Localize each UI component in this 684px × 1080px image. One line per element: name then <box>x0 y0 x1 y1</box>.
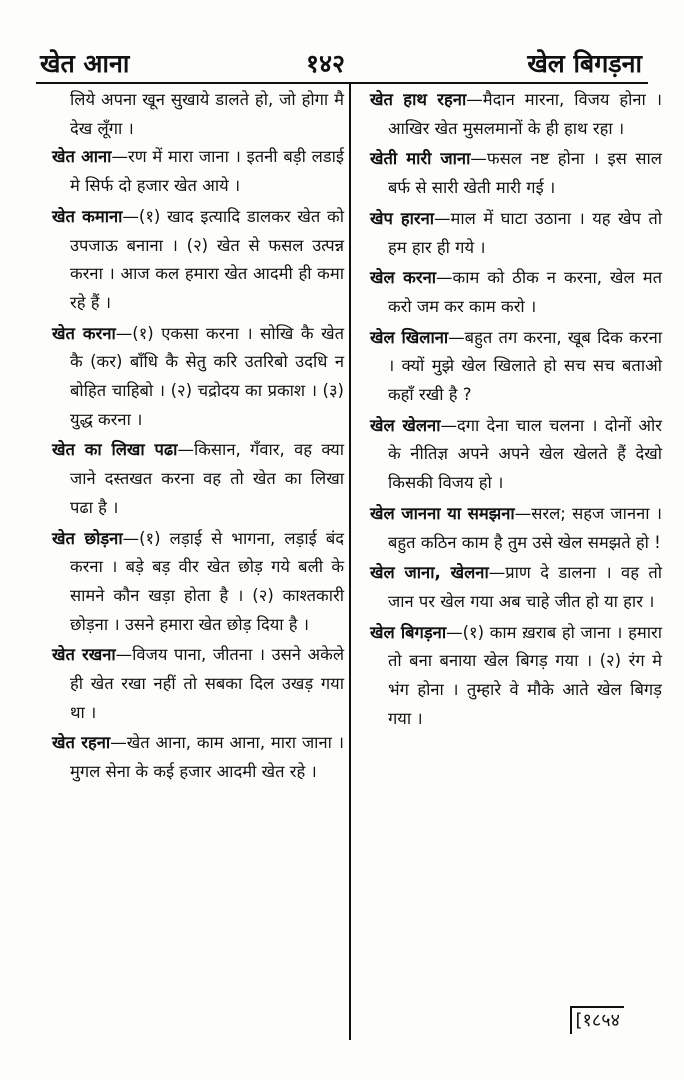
entry-definition: —फसल नष्ट होना । इस साल बर्फ से सारी खेती मारी गई । <box>388 149 662 198</box>
dictionary-entry <box>370 324 662 410</box>
entry-definition: —किसान, गँवार, वह क्या जाने दस्तखत करना वह तो खेत का लिखा पढा है । <box>70 440 344 517</box>
entry-definition: —रण में मारा जाना । इतनी बड़ी लडाई मे सिर्फ दो हजार खेत आये । <box>70 147 344 196</box>
entry-headword: खेत का लिखा पढा <box>52 440 178 460</box>
page-number: १४२ <box>306 49 346 78</box>
dictionary-entry <box>370 559 662 616</box>
entry-headword: खेल खिलाना <box>370 327 449 347</box>
entry-definition: —(१) खाद इत्यादि डालकर खेत को उपजाऊ बनाना । (२) खेत से फसल उत्पन्न करना । आज कल हमारा खेत आदमी ही कमा रहे हैं । <box>70 206 344 312</box>
column-divider <box>349 84 351 1040</box>
entry-definition: —माल में घाटा उठाना । यह खेप तो हम हार ही गये । <box>388 208 662 257</box>
guide-word-left: खेत आना <box>40 49 130 78</box>
entry-definition: —विजय पाना, जीतना । उसने अकेले ही खेत रखा नहीं तो सबका दिल उखड़ गया था । <box>70 645 345 722</box>
dictionary-entry <box>52 525 344 640</box>
dictionary-entry <box>370 264 662 321</box>
entry-headword: खेत कमाना <box>52 206 123 226</box>
dictionary-entry <box>370 145 662 202</box>
entry-headword: खेल बिगड़ना <box>370 622 447 642</box>
entry-headword: खेत करना <box>52 323 116 343</box>
continuation-text: लिये अपना खून सुखाये डालते हो, जो होगा मै देख लूँगा । <box>70 90 344 138</box>
entry-definition: —(१) लड़ाई से भागना, लड़ाई बंद करना । बड़े बड़ वीर खेत छोड़ गये बली के सामने कौन खड़ा होता है । (२) काश्तकारी छोड़ना । उसने हमारा खेत छोड़ दिया है । <box>70 528 345 634</box>
guide-word-right: खेल बिगड़ना <box>527 49 642 78</box>
entry-headword: खेती मारी जाना <box>370 149 471 169</box>
entry-headword: खेत हाथ रहना <box>370 90 467 109</box>
dictionary-entry <box>52 641 344 727</box>
entry-headword: खेत छोड़ना <box>52 528 123 548</box>
dictionary-entry <box>52 143 344 200</box>
dictionary-entry <box>52 729 344 786</box>
dictionary-entry <box>370 500 662 557</box>
entry-headword: खेप हारना <box>370 208 435 228</box>
entry-definition: —दगा देना चाल चलना । दोनों ओर के नीतिज्ञ अपने अपने खेल खेलते हैं देखो किसकी विजय हो । <box>388 415 662 493</box>
entry-headword: खेत रहना <box>52 733 111 753</box>
dictionary-entry <box>52 320 344 435</box>
dictionary-entry <box>370 412 662 498</box>
entry-headword: खेल जाना, खेलना <box>370 563 489 583</box>
entry-headword: खेल जानना या समझना <box>370 503 515 523</box>
header-rule <box>36 82 648 84</box>
dictionary-entry <box>52 436 344 522</box>
entry-headword: खेल करना <box>370 268 437 288</box>
entry-definition: —(१) काम ख़राब हो जाना । हमारा तो बना बनाया खेल बिगड़ गया । (२) रंग मे भंग होना । तुम्हारे वे मौके आते खेल बिगड़ गया । <box>388 622 663 728</box>
dictionary-entry <box>370 205 662 262</box>
entry-headword: खेत आना <box>52 147 112 167</box>
entry-definition: —सरल; सहज जानना । बहुत कठिन काम है तुम उसे खेल समझते हो ! <box>388 503 663 552</box>
dictionary-entry <box>370 619 662 734</box>
page-header <box>0 0 684 82</box>
dictionary-entry <box>52 203 344 318</box>
entry-headword: खेल खेलना <box>370 415 441 435</box>
entry-definition: —मैदान मारना, विजय होना । आखिर खेत मुसलमानों के ही हाथ रहा । <box>388 90 662 138</box>
right-column <box>370 86 662 735</box>
left-column <box>52 86 344 789</box>
signature-code: [१८५४ <box>570 1006 624 1034</box>
entry-headword: खेत रखना <box>52 645 116 665</box>
entry-definition: —प्राण दे डालना । वह तो जान पर खेल गया अब चाहे जीत हो या हार । <box>388 563 662 611</box>
entry-definition: —खेत आना, काम आना, मारा जाना । मुगल सेना के कई हजार आदमी खेत रहे । <box>70 733 344 782</box>
dictionary-entry <box>370 86 662 143</box>
entry-definition: —बहुत तग करना, खूब दिक करना । क्यों मुझे खेल खिलाते हो सच सच बताओ कहाँ रखी है ? <box>388 327 662 405</box>
entry-definition: —(१) एकसा करना । सोखि कै खेत कै (कर) बाँधि कै सेतु करि उतरिबो उदधि न बोहित चाहिबो । (२) चद्रोदय का प्रकाश । (३) युद्ध करना । <box>70 323 344 429</box>
entry-definition: —काम को ठीक न करना, खेल मत करो जम कर काम करो । <box>388 268 662 316</box>
